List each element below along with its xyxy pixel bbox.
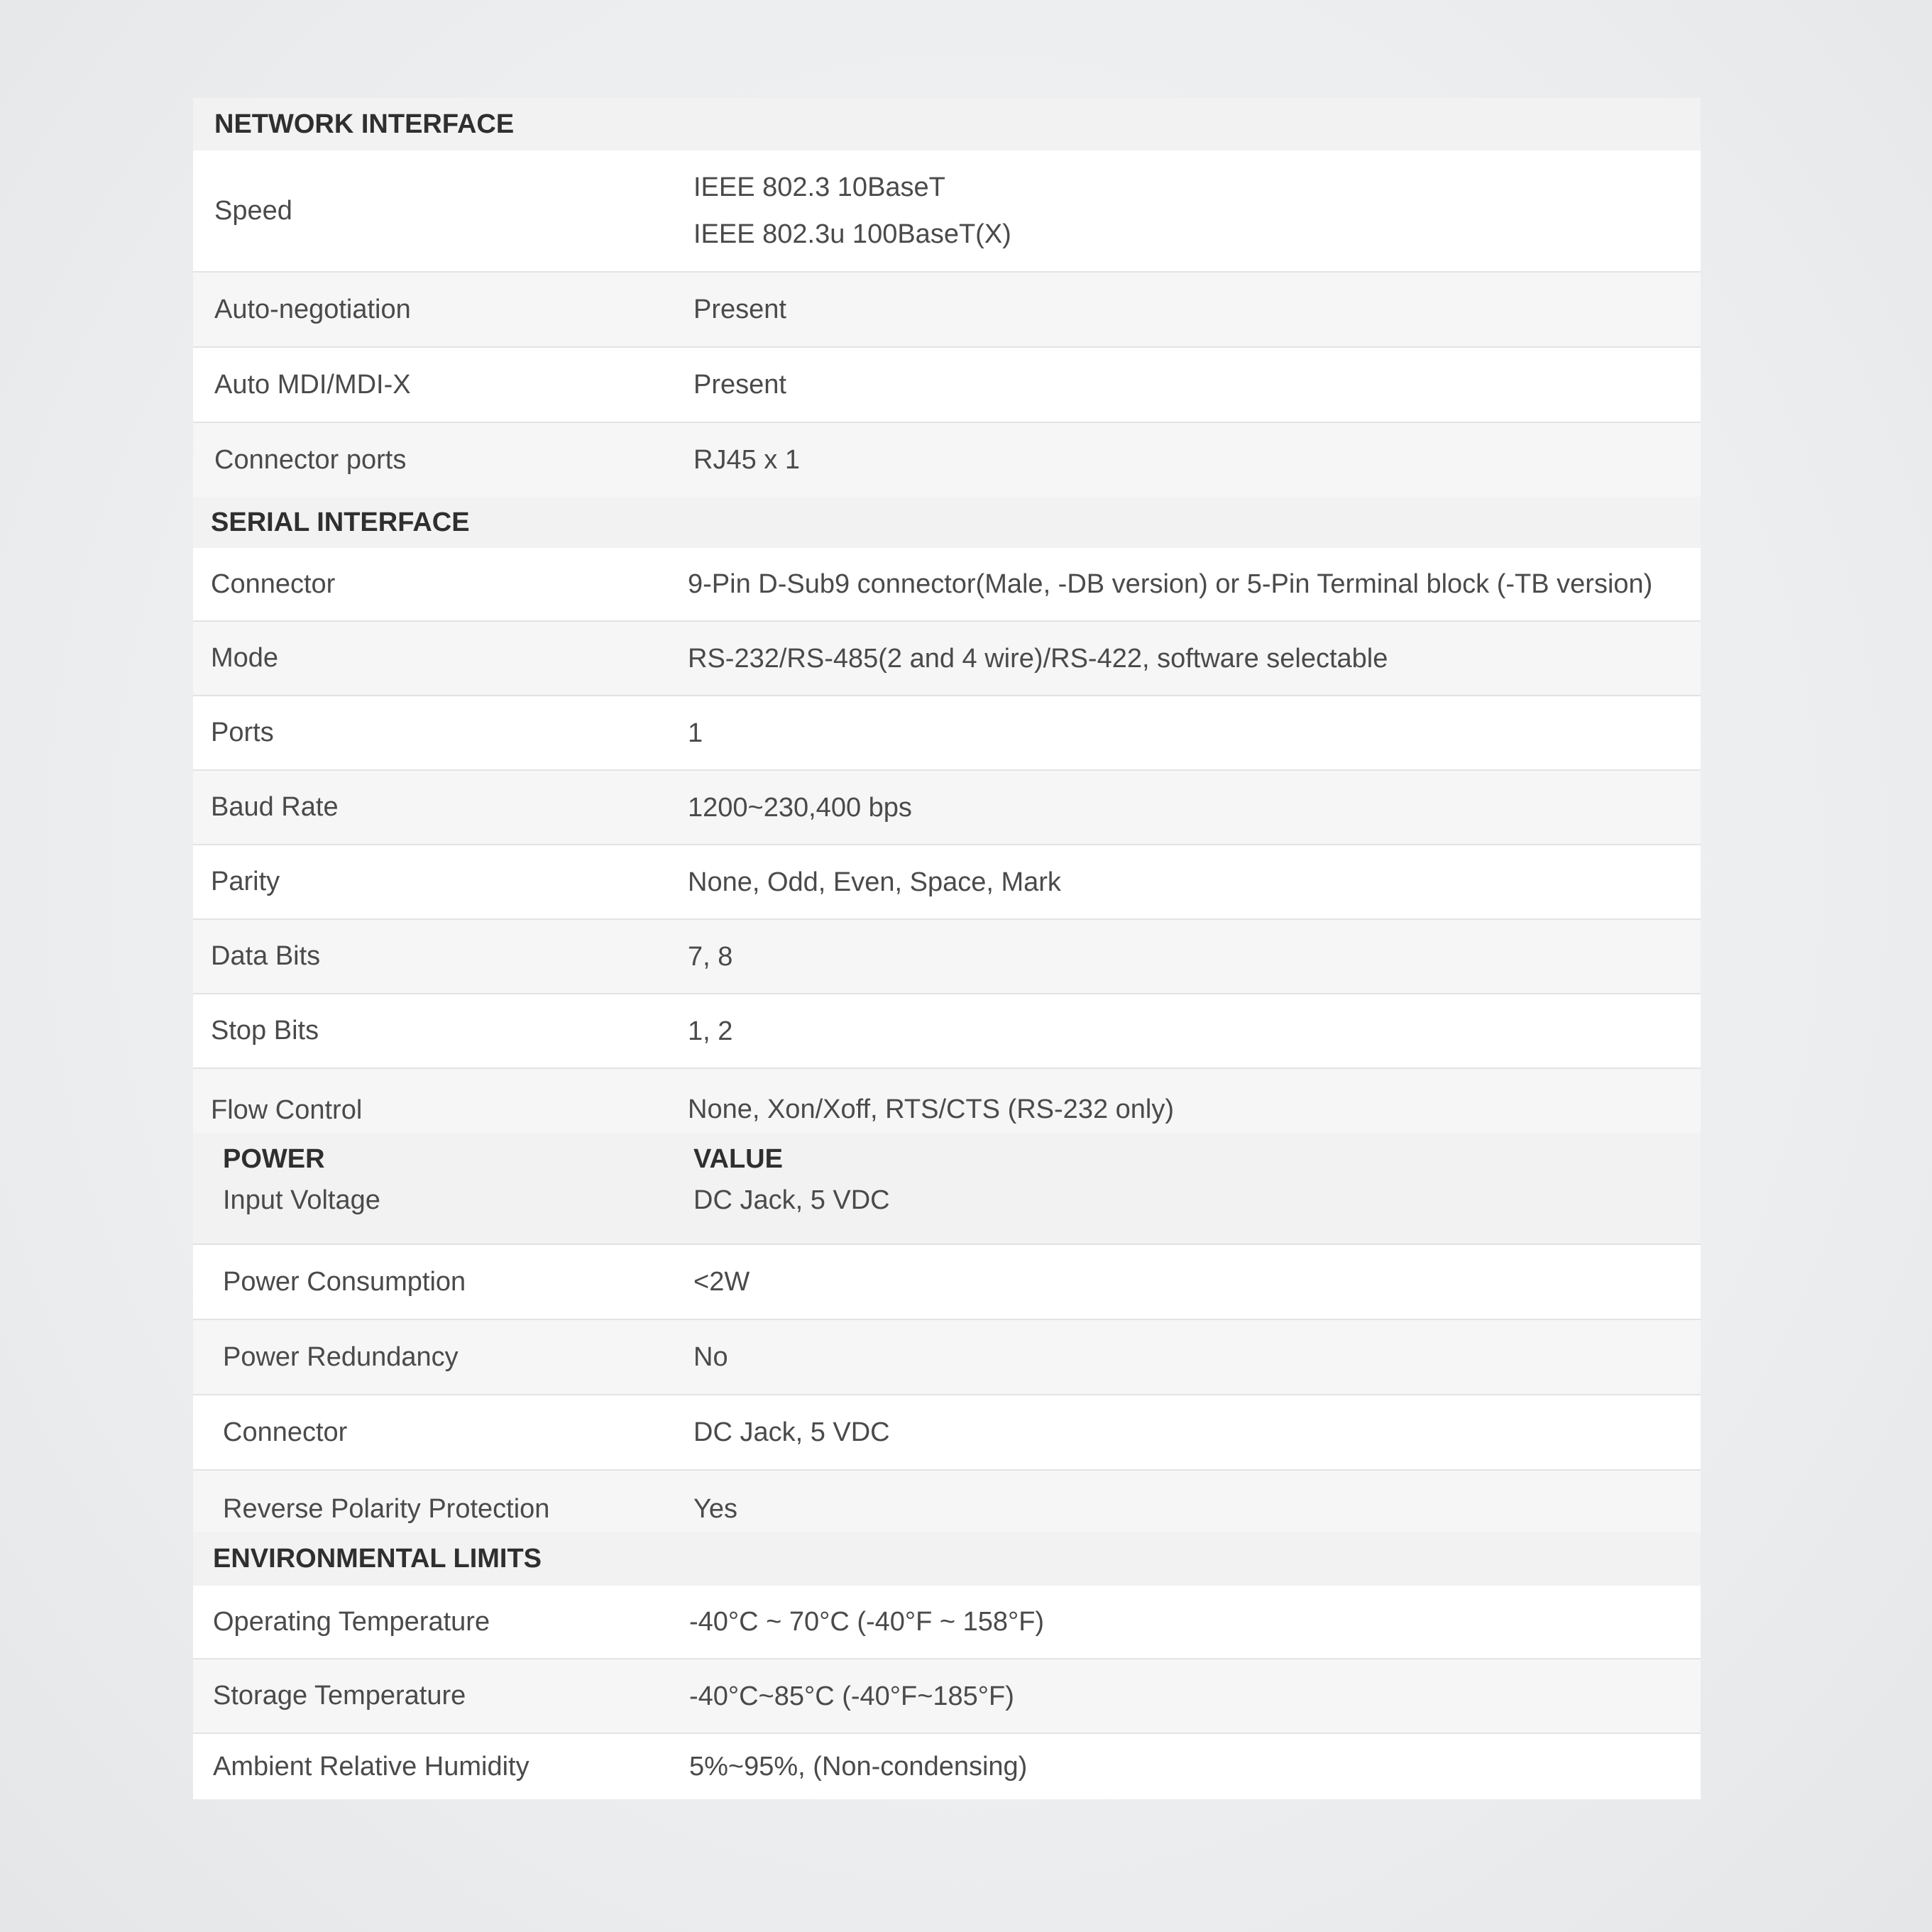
row-label: Power Consumption — [223, 1266, 466, 1297]
table-row — [193, 548, 1701, 620]
row-value: 1200~230,400 bps — [688, 792, 912, 823]
table-row — [193, 346, 1701, 422]
table-row — [193, 1469, 1701, 1532]
row-label: Flow Control — [211, 1095, 363, 1125]
table-row — [193, 1244, 1701, 1319]
table-row — [193, 844, 1701, 918]
section-title: POWER — [223, 1143, 325, 1174]
network-interface-section — [193, 98, 1701, 497]
row-label: Parity — [211, 867, 280, 896]
row-value: Present — [693, 370, 786, 400]
row-value: RS-232/RS-485(2 and 4 wire)/RS-422, software selectable — [688, 643, 1388, 674]
serial-interface-section — [193, 497, 1701, 1133]
row-label: Baud Rate — [211, 792, 339, 822]
row-value: <2W — [693, 1267, 750, 1297]
table-row — [193, 918, 1701, 993]
value-column-header: VALUE — [693, 1143, 783, 1174]
table-row — [193, 993, 1701, 1067]
table-row — [193, 422, 1701, 497]
table-row — [193, 769, 1701, 844]
row-value: None, Odd, Even, Space, Mark — [688, 867, 1061, 897]
row-value: Yes — [693, 1494, 737, 1524]
row-label: Storage Temperature — [213, 1681, 466, 1711]
row-label: Ports — [211, 718, 274, 747]
table-row — [193, 150, 1701, 271]
row-value: -40°C~85°C (-40°F~185°F) — [689, 1681, 1014, 1711]
row-label: Power Redundancy — [223, 1341, 459, 1372]
environmental-limits-section — [193, 1532, 1701, 1799]
row-label: Mode — [211, 643, 279, 673]
environmental-limits-header — [193, 1532, 1701, 1586]
row-label: Operating Temperature — [213, 1606, 490, 1637]
row-value: 5%~95%, (Non-condensing) — [689, 1752, 1028, 1782]
serial-interface-header — [193, 497, 1701, 548]
section-title: SERIAL INTERFACE — [211, 507, 470, 537]
table-row — [193, 1586, 1701, 1658]
table-row — [193, 1658, 1701, 1733]
row-label: Auto MDI/MDI-X — [214, 369, 411, 400]
row-label: Reverse Polarity Protection — [223, 1494, 550, 1524]
power-header — [193, 1133, 1701, 1185]
row-label: Input Voltage — [223, 1185, 380, 1215]
row-label: Auto-negotiation — [214, 294, 411, 324]
row-value: 7, 8 — [688, 941, 733, 972]
table-row — [193, 1319, 1701, 1394]
section-title: NETWORK INTERFACE — [214, 109, 515, 139]
table-row — [193, 1394, 1701, 1469]
row-value: 9-Pin D-Sub9 connector(Male, -DB version) or 5-Pin Terminal block (-TB version) — [688, 569, 1653, 599]
row-value: No — [693, 1342, 728, 1372]
row-label: Connector — [223, 1417, 348, 1447]
row-label: Ambient Relative Humidity — [213, 1751, 529, 1782]
table-row — [193, 1733, 1701, 1799]
row-value: DC Jack, 5 VDC — [693, 1185, 890, 1215]
network-interface-header — [193, 98, 1701, 150]
table-row — [193, 271, 1701, 346]
section-title: ENVIRONMENTAL LIMITS — [213, 1543, 542, 1574]
row-label: Connector — [211, 569, 336, 599]
table-row — [193, 1067, 1701, 1133]
row-value: 1, 2 — [688, 1016, 733, 1046]
row-value: -40°C ~ 70°C (-40°F ~ 158°F) — [689, 1607, 1045, 1637]
row-value: DC Jack, 5 VDC — [693, 1417, 890, 1447]
row-value: RJ45 x 1 — [693, 445, 800, 475]
row-value-line: IEEE 802.3 10BaseT — [693, 172, 945, 202]
table-row — [193, 620, 1701, 695]
row-value-line: IEEE 802.3u 100BaseT(X) — [693, 219, 1011, 249]
row-value: None, Xon/Xoff, RTS/CTS (RS-232 only) — [688, 1094, 1175, 1124]
table-row — [193, 1185, 1701, 1244]
row-label: Stop Bits — [211, 1016, 319, 1045]
row-value — [693, 164, 1701, 258]
row-value: 1 — [688, 718, 703, 748]
table-row — [193, 695, 1701, 769]
row-label: Connector ports — [214, 444, 407, 475]
power-section — [193, 1133, 1701, 1532]
row-value: Present — [693, 295, 786, 324]
spec-sheet — [193, 98, 1701, 1799]
row-label: Speed — [214, 195, 292, 226]
row-label: Data Bits — [211, 941, 321, 971]
